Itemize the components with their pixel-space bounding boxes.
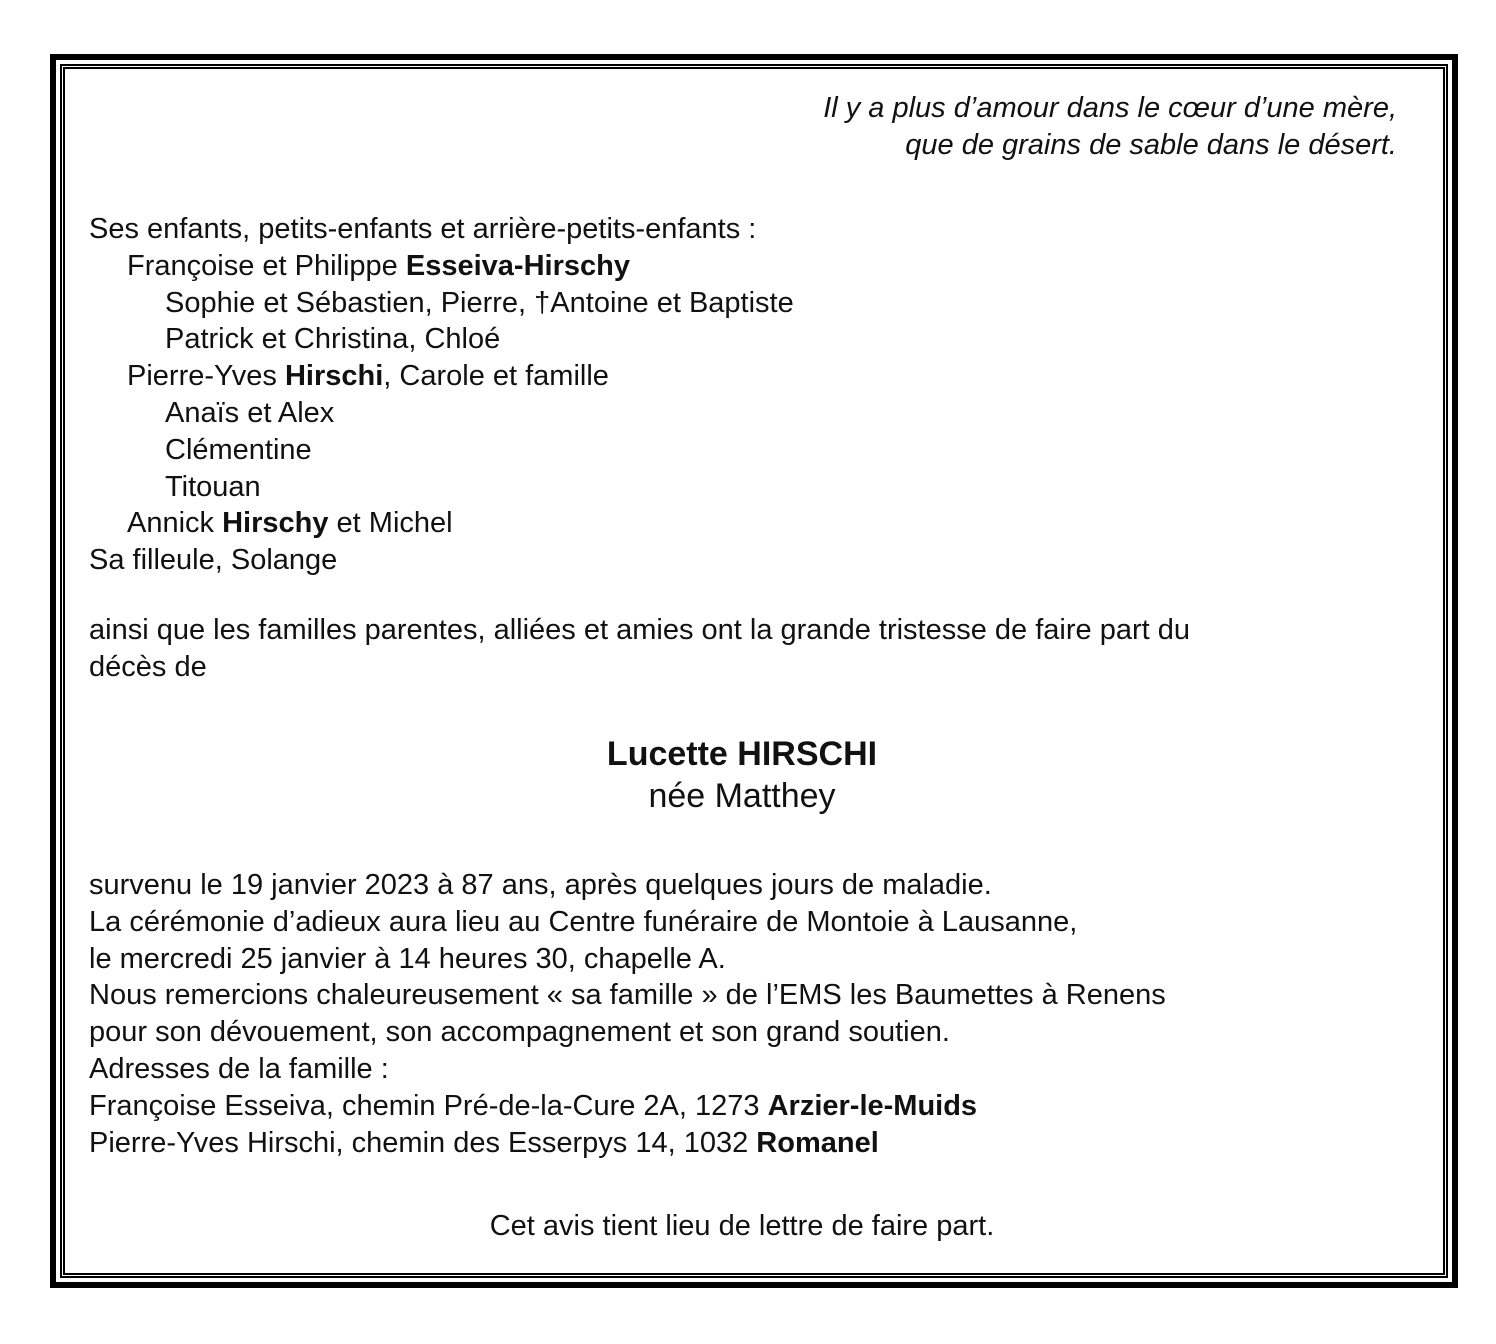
closing-note: Cet avis tient lieu de lettre de faire part. [489, 1210, 995, 1242]
family-line-1-surname: Esseiva-Hirschy [405, 249, 630, 282]
address-1-text: Françoise Esseiva, chemin Pré-de-la-Cure 2A, 1273 [89, 1089, 768, 1122]
family-line-7: Titouan [165, 470, 261, 503]
family-line-3: Patrick et Christina, Chloé [165, 323, 501, 356]
family-line-6: Clémentine [165, 433, 312, 466]
deceased-block [89, 733, 1395, 817]
family-line-9: Sa filleule, Solange [89, 544, 338, 577]
obituary-notice [89, 0, 1409, 1344]
address-line-2 [89, 1125, 1166, 1162]
family-line-4-surname: Hirschi [284, 360, 384, 393]
details-line-2: La cérémonie d’adieux aura lieu au Centre funéraire de Montoie à Lausanne, [89, 905, 1078, 938]
family-line-2: Sophie et Sébastien, Pierre, †Antoine et Baptiste [165, 286, 794, 319]
family-line-8-surname: Hirschy [222, 507, 329, 540]
family-line-1-text: Françoise et Philippe [127, 249, 406, 282]
details-line-3: le mercredi 25 janvier à 14 heures 30, chapelle A. [89, 942, 726, 975]
epigraph-line-1: Il y a plus d’amour dans le cœur d’une mère, [823, 92, 1397, 124]
address-line-1 [89, 1088, 1166, 1125]
family-line-8-text: Annick [127, 507, 223, 540]
epigraph-quote [823, 90, 1397, 164]
details-line-1: survenu le 19 janvier 2023 à 87 ans, après quelques jours de maladie. [89, 869, 992, 901]
family-list [89, 211, 794, 579]
deceased-maiden-name: née Matthey [648, 777, 836, 815]
family-line-4-text: Pierre-Yves [127, 360, 285, 393]
family-line-4 [89, 358, 794, 395]
details-line-6: Adresses de la famille : [89, 1052, 389, 1085]
details-paragraph [89, 867, 1166, 1161]
address-2-text: Pierre-Yves Hirschi, chemin des Esserpys 14, 1032 [89, 1126, 757, 1159]
details-line-4: Nous remercions chaleureusement « sa famille » de l’EMS les Baumettes à Renens [89, 979, 1166, 1012]
family-line-8 [89, 505, 794, 542]
epigraph-line-2: que de grains de sable dans le désert. [905, 129, 1397, 161]
announcement-paragraph [89, 612, 1329, 686]
family-line-4-suffix: , Carole et famille [383, 360, 609, 393]
address-2-locality: Romanel [756, 1126, 879, 1159]
family-line-1 [89, 248, 794, 285]
details-line-5: pour son dévouement, son accompagnement et son grand soutien. [89, 1016, 950, 1049]
family-intro: Ses enfants, petits-enfants et arrière-petits-enfants : [89, 213, 757, 245]
address-1-locality: Arzier-le-Muids [767, 1089, 978, 1122]
family-line-8-suffix: et Michel [328, 507, 453, 540]
announcement-line-2: décès de [89, 650, 207, 683]
family-line-5: Anaïs et Alex [165, 396, 335, 429]
deceased-name: Lucette HIRSCHI [606, 735, 878, 773]
announcement-line-1: ainsi que les familles parentes, alliées et amies ont la grande tristesse de faire part du [89, 614, 1190, 646]
